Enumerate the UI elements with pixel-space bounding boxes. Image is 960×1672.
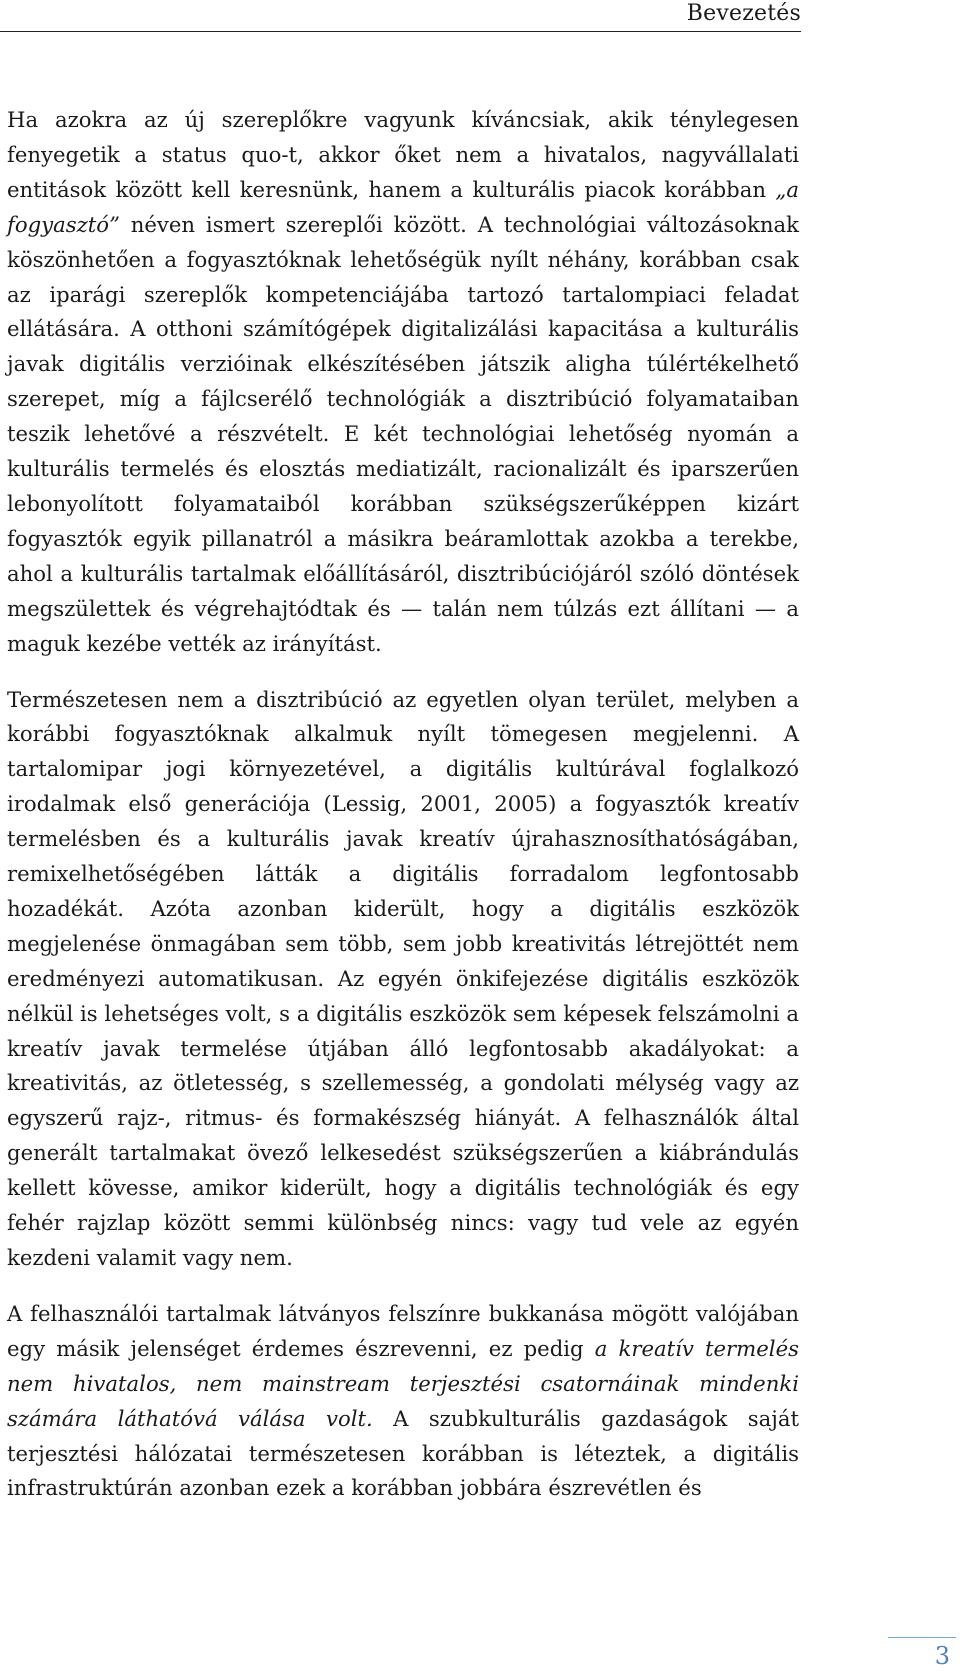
text-span: Ha azokra az új szereplőkre vagyunk kíváncsiak, akik ténylegesen fenyegetik a status quo-t, akkor őket nem a hivatalos, nagyvállalati entitások között kell keresnünk, hanem a kulturális piacok korábban [7,107,799,202]
text-span: A szubkulturális gazdaságok saját terjesztési hálózatai természetesen korábban is léteztek, a digitális infrastruktúrán azonban ezek a korábban jobbára észrevétlen és [7,1405,799,1501]
text-span: Természetesen nem a disztribúció az egyetlen olyan terület, melyben a korábbi fogyasztóknak alkalmuk nyílt tömegesen megjelenni. A tartalomipar jogi környezetével, a digitális kultúrával foglalkozó irodalmak első generációja (Lessig, 2001, 2005) a fogyasztók kreatív termelésben és a kulturális javak kreatív újrahasznosíthatóságában, remixelhetőségében látták a digitális forradalom legfontosabb hozadékát. Azóta azonban kiderült, hogy a digitális eszközök megjelenése önmagában sem több, sem jobb kreativitás létrejöttét nem eredményezi automatikusan. Az egyén önkifejezése digitális eszközök nélkül is lehetséges volt, s a digitális eszközök sem képesek felszámolni a kreatív javak termelése útjában álló legfontosabb akadályokat: a kreativitás, az ötletesség, s szellemesség, a gondolati mélység vagy az egyszerű rajz-, ritmus- és formakészség hiányát. A felhasználók által generált tartalmakat övező lelkesedést szükségszerűen a kiábrándulás kellett kövesse, amikor kiderült, hogy a digitális technológiák és egy fehér rajzlap között semmi különbség nincs: vagy tud vele az egyén kezdeni valamit vagy nem. [7,686,799,1270]
page-body [7,103,799,1506]
paragraph-2 [7,683,799,1276]
text-span: A felhasználói tartalmak látványos felszínre bukkanása mögött valójában egy másik jelenséget érdemes észrevenni, ez pedig [7,1300,799,1361]
text-span: néven ismert szereplői között. A technológiai változásoknak köszönhetően a fogyasztóknak lehetőségük nyílt néhány, korábban csak az iparági szereplők kompetenciájába tartozó tartalompiaci feladat ellátására. A otthoni számítógépek digitalizálási kapacitása a kulturális javak digitális verzióinak elkészítésében játszik aligha túlértékelhető szerepet, míg a fájlcserélő technológiák a disztribúció folyamataiban teszik lehetővé a részvételt. E két technológiai lehetőség nyomán a kulturális termelés és elosztás mediatizált, racionalizált és iparszerűen lebonyolított folyamataiból korábban szükségszerűképpen kizárt fogyasztók egyik pillanatról a másikra beáramlottak azokba a terekbe, ahol a kulturális tartalmak előállításáról, disztribúciójáról szóló döntések megszülettek és végrehajtódtak és — talán nem túlzás ezt állítani — a maguk kezébe vették az irányítást. [7,211,799,656]
paragraph-1 [7,103,799,662]
page-number: 3 [934,1642,950,1670]
paragraph-3 [7,1297,799,1506]
italic-text-span: a kreatív termelés nem hivatalos, nem mainstream terjesztési csatornáinak mindenki számára láthatóvá válása volt. [7,1335,799,1431]
italic-text-span: „a fogyasztó” [7,176,799,237]
chapter-title: Bevezetés [686,1,801,26]
footer-rule [888,1637,956,1638]
running-header [0,0,801,32]
